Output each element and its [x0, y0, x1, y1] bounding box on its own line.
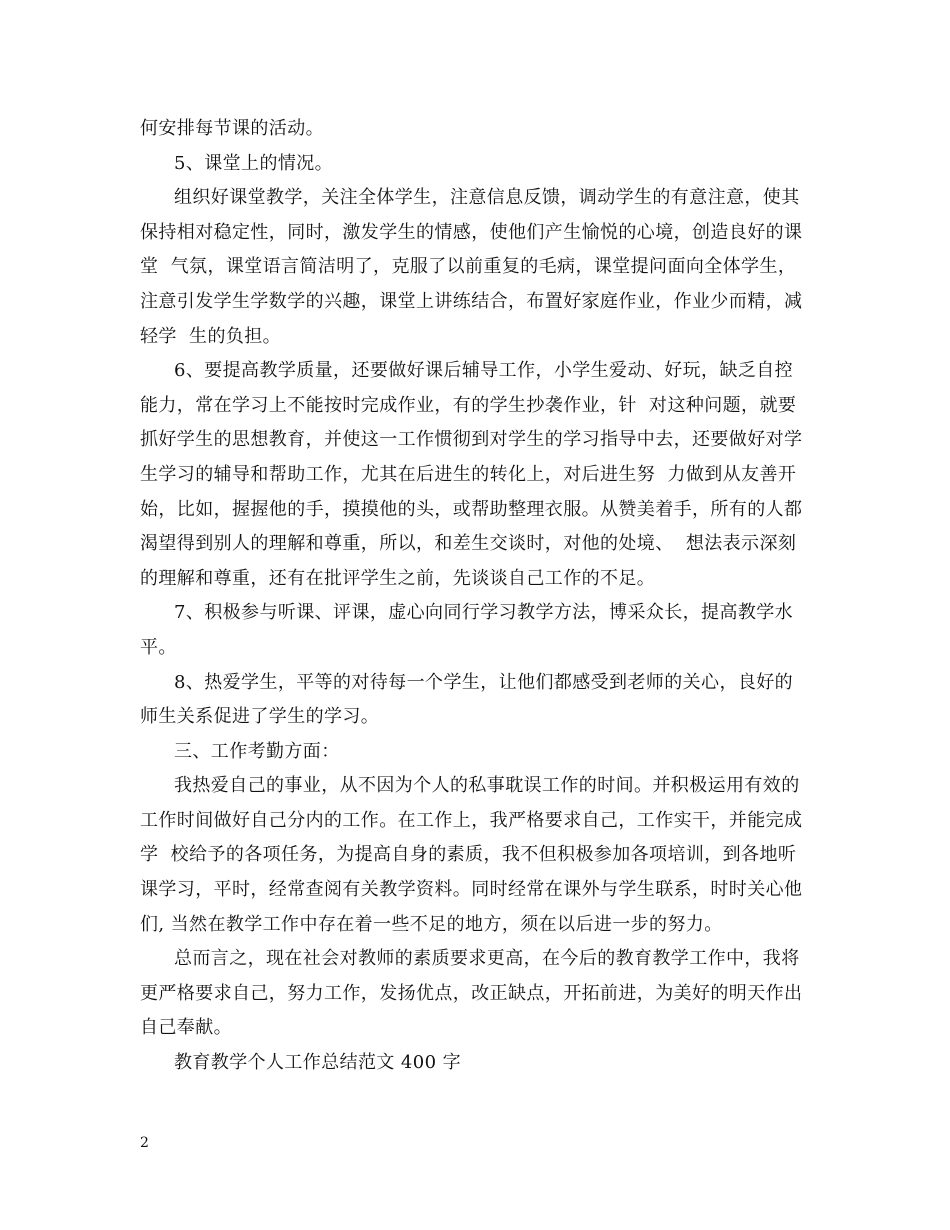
paragraph-line: 平。 [140, 636, 177, 658]
paragraph-line: 堂 气氛，课堂语言简洁明了，克服了以前重复的毛病，课堂提问面向全体学生， [140, 256, 797, 278]
document-body [140, 112, 812, 1081]
paragraph-line: 轻学 生的负担。 [140, 325, 282, 347]
paragraph-line: 渴望得到别人的理解和尊重，所以，和差生交谈时，对他的处境、 想法表示深刻 [140, 533, 797, 555]
paragraph-line: 总而言之，现在社会对教师的素质要求更高，在今后的教育教学工作中，我将 [174, 948, 800, 970]
text-line: 何安排每节课的活动。 [140, 118, 324, 139]
paragraph-line: 我热爱自己的事业，从不因为个人的私事耽误工作的时间。并积极运用有效的 [174, 775, 800, 797]
paragraph-line: 抓好学生的思想教育，并使这一工作惯彻到对学生的学习指导中去，还要做好对学 [140, 429, 803, 451]
page-number: 2 [140, 1135, 149, 1151]
document-title-line: 教育教学个人工作总结范文 400 字 [174, 1052, 461, 1074]
list-item-heading: 5、课堂上的情况。 [174, 152, 334, 174]
paragraph-line: 们, 当然在教学工作中存在着一些不足的地方，须在以后进一步的努力。 [140, 913, 723, 935]
paragraph-line: 生学习的辅导和帮助工作，尤其在后进生的转化上，对后进生努 力做到从友善开 [140, 463, 797, 485]
list-item: 8、热爱学生，平等的对待每一个学生，让他们都感受到老师的关心，良好的 [174, 671, 794, 693]
paragraph-line: 保持相对稳定性，同时，激发学生的情感，使他们产生愉悦的心境，创造良好的课 [140, 221, 803, 243]
section-heading: 三、工作考勤方面： [174, 740, 340, 762]
paragraph-line: 工作时间做好自己分内的工作。在工作上，我严格要求自己，工作实干，并能完成 [140, 809, 803, 831]
paragraph-line: 组织好课堂教学，关注全体学生，注意信息反馈，调动学生的有意注意，使其 [174, 187, 800, 209]
paragraph-line: 师生关系促进了学生的学习。 [140, 706, 380, 728]
paragraph-line: 自己奉献。 [140, 1017, 232, 1039]
paragraph-line: 注意引发学生学数学的兴趣，课堂上讲练结合，布置好家庭作业，作业少而精，减 [140, 290, 803, 312]
list-item: 7、积极参与听课、评课，虚心向同行学习教学方法，博采众长，提高教学水 [174, 602, 794, 624]
paragraph-line: 课学习，平时，经常查阅有关教学资料。同时经常在课外与学生联系，时时关心他 [140, 879, 803, 901]
list-item: 6、要提高教学质量，还要做好课后辅导工作，小学生爱动、好玩，缺乏自控 [174, 360, 794, 382]
paragraph-line: 能力，常在学习上不能按时完成作业，有的学生抄袭作业，针 对这种问题，就要 [140, 394, 797, 416]
paragraph-line: 学 校给予的各项任务，为提高自身的素质，我不但积极参加各项培训，到各地听 [140, 844, 797, 866]
paragraph-line: 更严格要求自己，努力工作，发扬优点，改正缺点，开拓前进，为美好的明天作出 [140, 982, 803, 1004]
paragraph-line: 的理解和尊重，还有在批评学生之前，先谈谈自己工作的不足。 [140, 567, 656, 589]
paragraph-line: 始，比如，握握他的手，摸摸他的头，或帮助整理衣服。从赞美着手，所有的人都 [140, 498, 803, 520]
